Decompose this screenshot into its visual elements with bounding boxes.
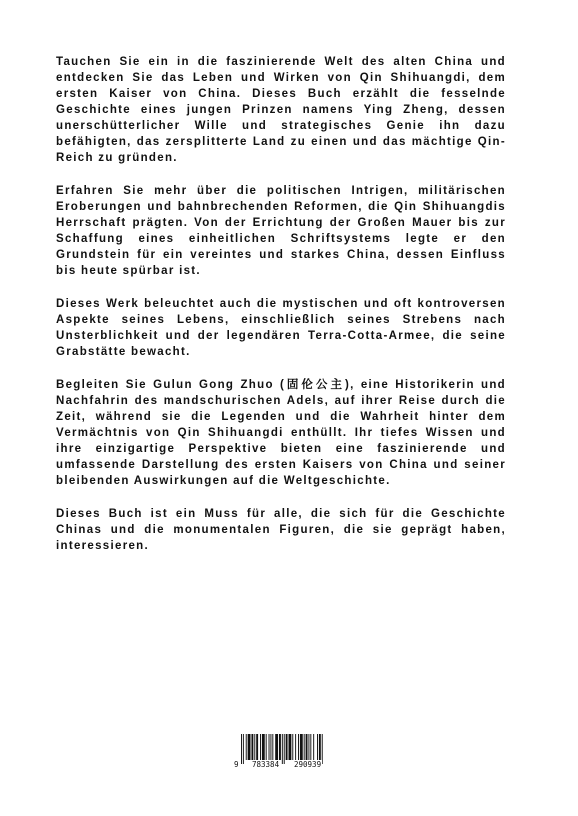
barcode-first-digit: 9 bbox=[234, 760, 239, 769]
barcode-bar bbox=[292, 734, 293, 760]
barcode-bar bbox=[310, 734, 311, 760]
barcode-bar bbox=[254, 734, 255, 760]
barcode-bar bbox=[256, 734, 258, 760]
barcode-bar bbox=[246, 734, 247, 760]
barcode-bar bbox=[251, 734, 253, 760]
paragraph-closing: Dieses Buch ist ein Muss für alle, die sich für die Geschichte Chinas und die monumentalen Figuren, die sie geprägt haben, interessieren. bbox=[56, 508, 506, 552]
barcode-bar bbox=[306, 734, 308, 760]
isbn-barcode bbox=[234, 734, 341, 769]
paragraph-reforms: Erfahren Sie mehr über die politischen Intrigen, militärischen Eroberungen und bahnbrechenden Reformen, die Qin Shihuangdis Herrschaft prägten. Von der Errichtung der Großen Mauer bis zur Schaffung eines einheitlichen Schriftsystems legte er den Grundstein für ein vereintes und starkes China, dessen Einfluss bis heute spürbar ist. bbox=[56, 185, 506, 277]
barcode-bar bbox=[270, 734, 271, 760]
barcode-bar bbox=[286, 734, 288, 760]
barcode-bar bbox=[313, 734, 314, 760]
barcode-bar bbox=[275, 734, 278, 760]
paragraph-author: Begleiten Sie Gulun Gong Zhuo (固伦公主), eine Historikerin und Nachfahrin des mandschurischen Adels, auf ihrer Reise durch die Zeit, während sie die Legenden und die Wahrheit hinter dem Vermächtnis von Qin Shihuangdi enthüllt. Ihr tiefes Wissen und ihre einzigartige Perspektive bieten eine faszinierende und umfassende Darstellung des ersten Kaisers von China und seiner bleibenden Auswirkungen auf die Weltgeschichte. bbox=[56, 379, 506, 487]
barcode-bar bbox=[317, 734, 318, 760]
barcode-bar bbox=[298, 734, 299, 760]
barcode-right-group: 290939 bbox=[294, 760, 322, 769]
barcode-digits bbox=[234, 760, 341, 770]
barcode-bar bbox=[269, 734, 270, 760]
back-cover-text bbox=[56, 54, 506, 571]
barcode-bar bbox=[262, 734, 265, 760]
barcode-bar bbox=[300, 734, 303, 760]
barcode-bar bbox=[272, 734, 273, 760]
barcode-bar bbox=[289, 734, 292, 760]
paragraph-mystic: Dieses Werk beleuchtet auch die mystischen und oft kontroversen Aspekte seines Lebens, einschließlich seines Strebens nach Unsterblichkeit und der legendären Terra-Cotta-Armee, die seine Grabstätte bewacht. bbox=[56, 298, 506, 358]
barcode-bar bbox=[308, 734, 309, 760]
barcode-bar bbox=[260, 734, 261, 760]
barcode-bar bbox=[279, 734, 281, 760]
paragraph-intro: Tauchen Sie ein in die faszinierende Welt des alten China und entdecken Sie das Leben und Wirken von Qin Shihuangdi, dem ersten Kaiser von China. Dieses Buch erzählt die fesselnde Geschichte eines jungen Prinzen namens Ying Zheng, dessen unerschütterlicher Wille und strategisches Genie ihn dazu befähigten, das zersplitterte Land zu einen und das mächtige Qin-Reich zu gründen. bbox=[56, 56, 506, 164]
barcode-bar bbox=[266, 734, 267, 760]
barcode-bar bbox=[248, 734, 251, 760]
barcode-bar bbox=[304, 734, 305, 760]
barcode-bar bbox=[295, 734, 296, 760]
barcode-left-group: 783384 bbox=[252, 760, 280, 769]
barcode-bar bbox=[319, 734, 321, 760]
